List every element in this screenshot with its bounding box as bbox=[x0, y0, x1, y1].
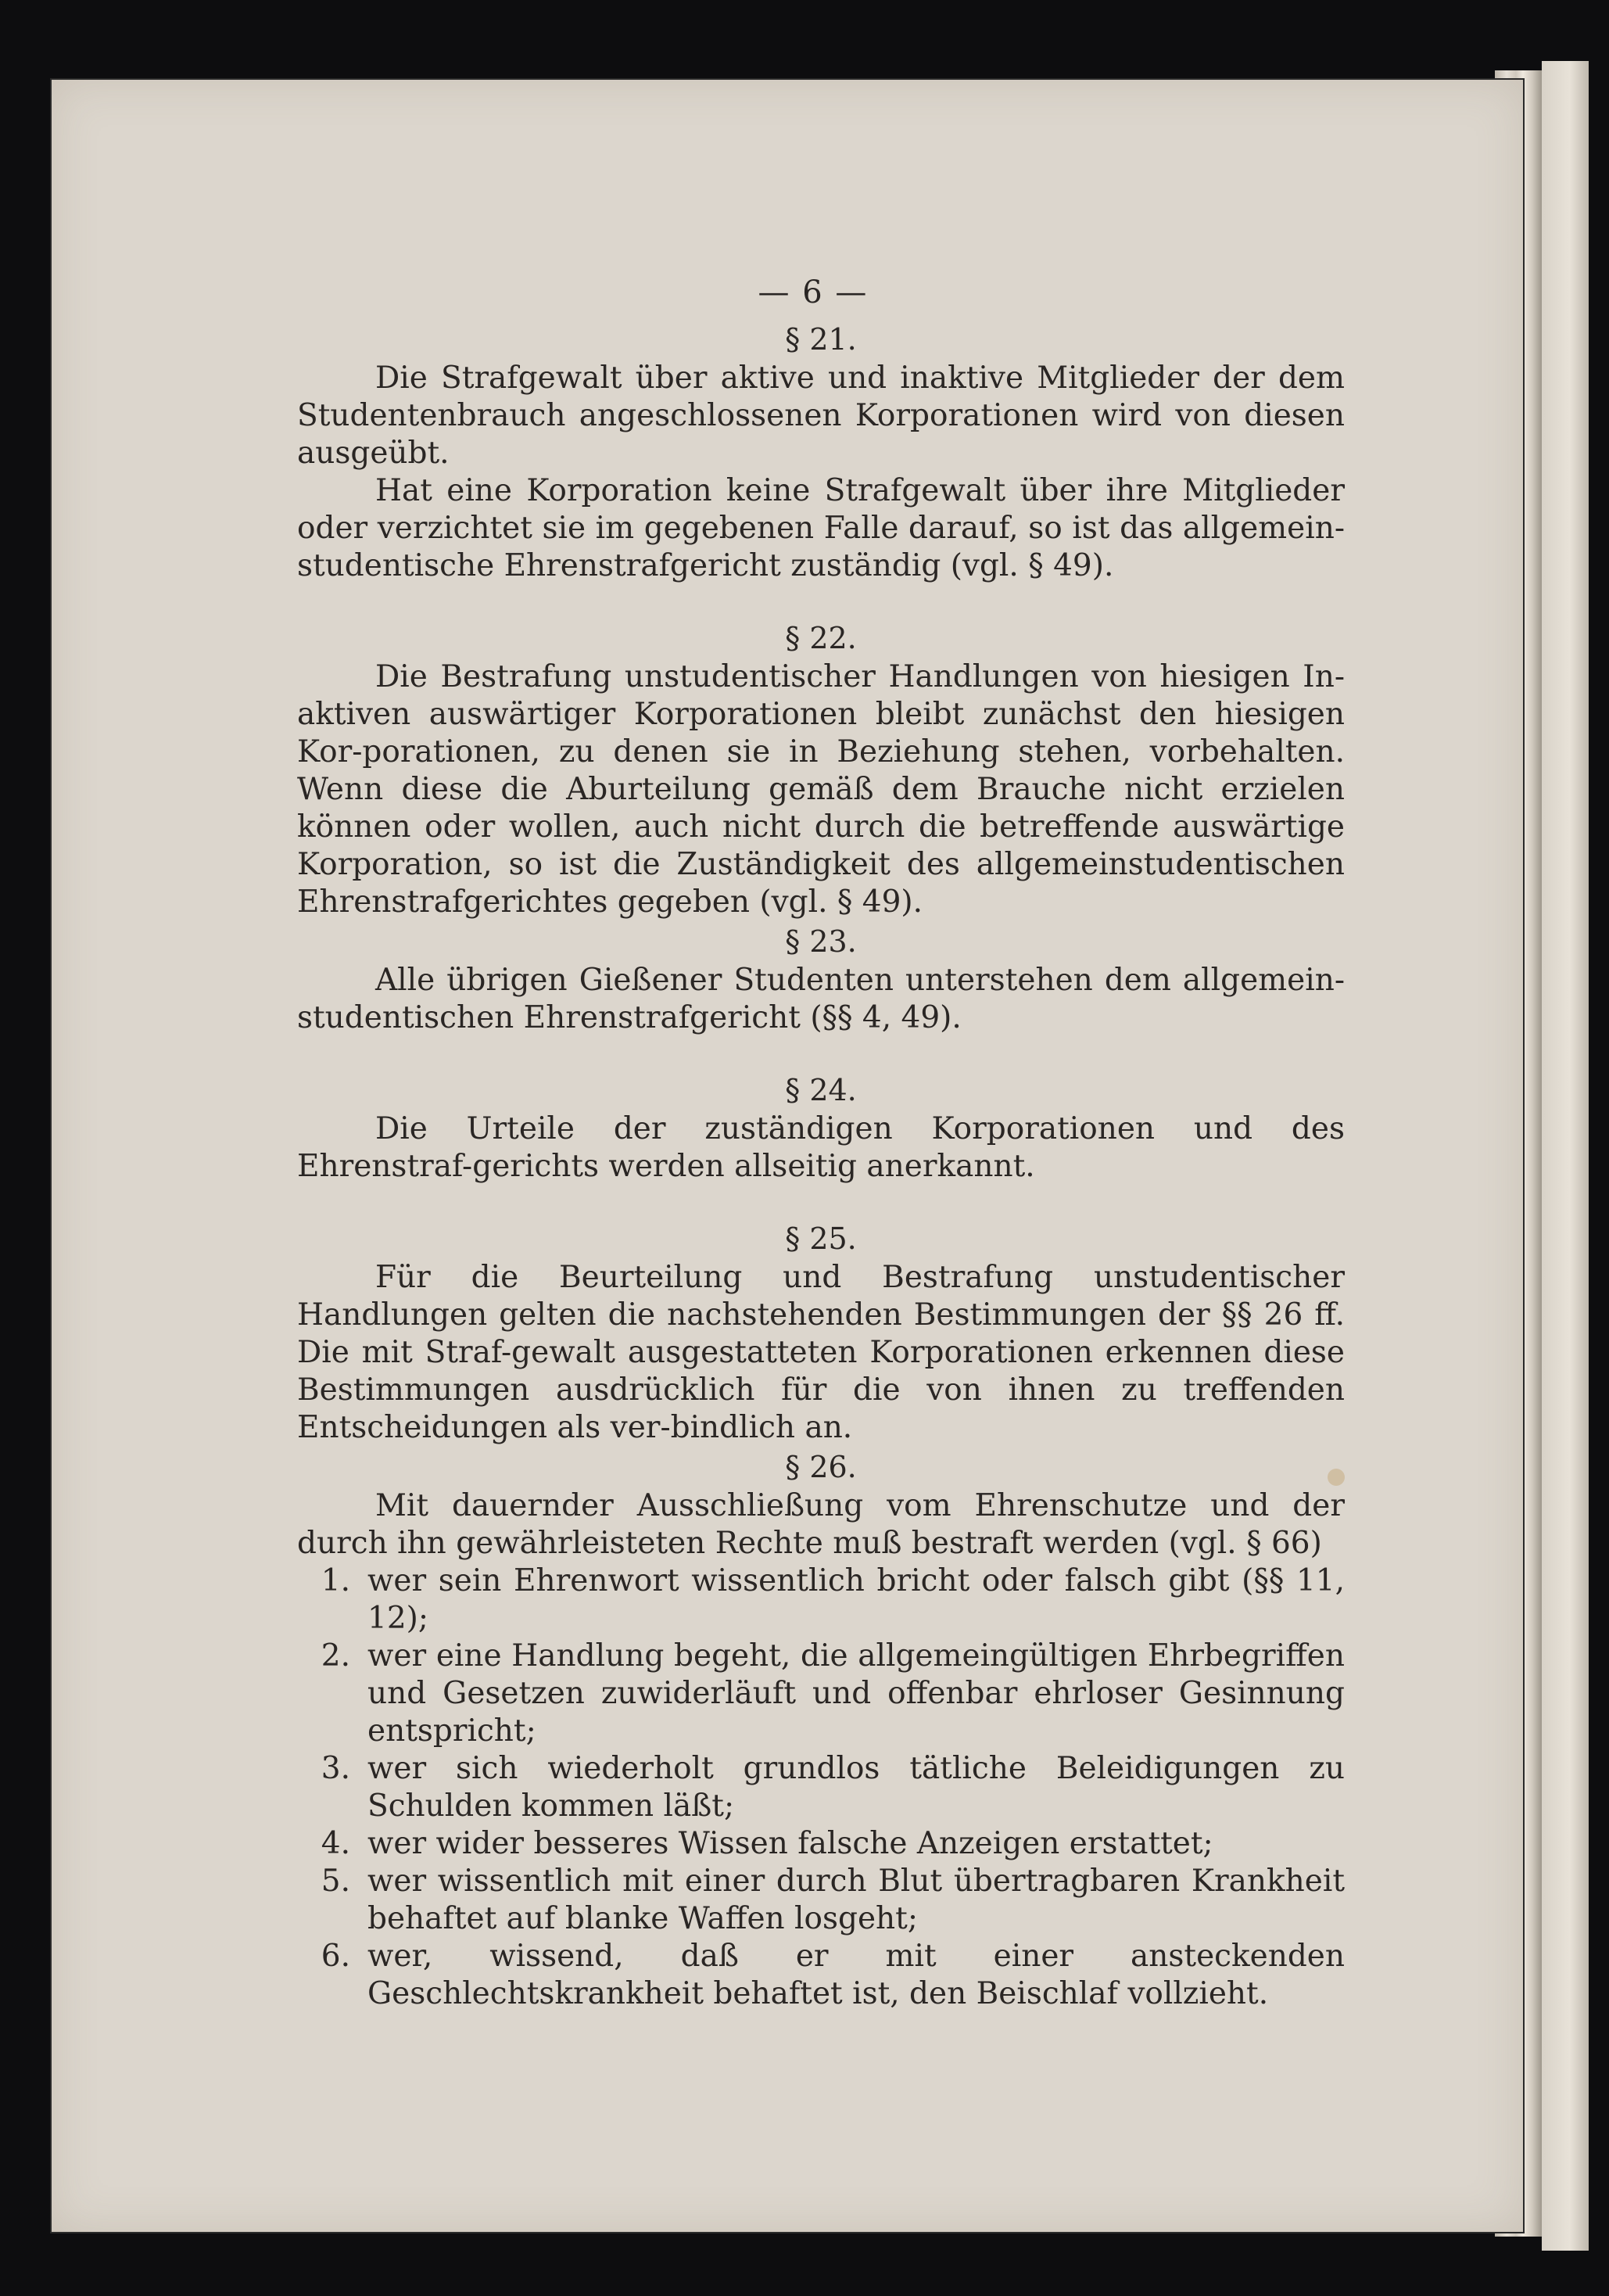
list-item-number: 5. bbox=[321, 1864, 350, 1899]
section-heading-22: § 22. bbox=[785, 621, 857, 655]
section-25-paragraph-1: Für die Beurteilung und Bestrafung unstudentischer Handlungen gelten die nachstehenden Bestimmungen der §§ 26 ff. Die mit Straf-gewalt ausgestatteten Korporationen erkennen diese Bestimmungen ausdrücklich für die von ihnen zu treffenden Entscheidungen als ver-bindlich an. bbox=[297, 1260, 1345, 1445]
list-item-text: wer eine Handlung begeht, die allgemeingültigen Ehrbegriffen und Gesetzen zuwiderläuft und offenbar ehrloser Gesinnung entspricht; bbox=[367, 1638, 1345, 1749]
list-item-text: wer sich wiederholt grundlos tätliche Beleidigungen zu Schulden kommen läßt; bbox=[367, 1751, 1345, 1824]
section-heading-21: § 21. bbox=[785, 322, 857, 357]
list-item bbox=[297, 1825, 1345, 1863]
section-26-paragraph-1: Mit dauernder Ausschließung vom Ehrenschutze und der durch ihn gewährleisteten Rechte muß bestraft werden (vgl. § 66) bbox=[297, 1488, 1345, 1561]
section-21-paragraph-1: Die Strafgewalt über aktive und inaktive Mitglieder der dem Studentenbrauch angeschlossenen Korporationen wird von diesen ausgeübt. bbox=[297, 361, 1345, 471]
page-number: — 6 — bbox=[758, 274, 869, 310]
section-heading-25: § 25. bbox=[785, 1222, 857, 1256]
list-item-number: 3. bbox=[321, 1751, 350, 1786]
facing-page-edge bbox=[1542, 61, 1589, 2251]
section-23-paragraph-1: Alle übrigen Gießener Studenten unterstehen dem allgemein-studentischen Ehrenstrafgericht (§§ 4, 49). bbox=[297, 963, 1345, 1035]
list-item-text: wer, wissend, daß er mit einer ansteckenden Geschlechtskrankheit behaftet ist, den Beischlaf vollzieht. bbox=[367, 1939, 1345, 2011]
list-item-number: 1. bbox=[321, 1563, 350, 1598]
section-21-paragraph-2: Hat eine Korporation keine Strafgewalt über ihre Mitglieder oder verzichtet sie im gegebenen Falle darauf, so ist das allgemein-studentische Ehrenstrafgericht zuständig (vgl. § 49). bbox=[297, 473, 1345, 583]
list-item bbox=[297, 1750, 1345, 1825]
list-item bbox=[297, 1863, 1345, 1938]
section-heading-23: § 23. bbox=[785, 924, 857, 959]
list-item-number: 6. bbox=[321, 1939, 350, 1974]
section-24-paragraph-1: Die Urteile der zuständigen Korporationen und des Ehrenstraf-gerichts werden allseitig anerkannt. bbox=[297, 1111, 1345, 1184]
list-item bbox=[297, 1938, 1345, 2013]
list-item-text: wer sein Ehrenwort wissentlich bricht oder falsch gibt (§§ 11, 12); bbox=[367, 1563, 1345, 1636]
page-text bbox=[297, 274, 1345, 2013]
list-item bbox=[297, 1638, 1345, 1750]
section-22-paragraph-1: Die Bestrafung unstudentischer Handlungen von hiesigen In-aktiven auswärtiger Korporationen bleibt zunächst den hiesigen Kor-porationen, zu denen sie in Beziehung stehen, vorbehalten. Wenn diese die Aburteilung gemäß dem Brauche nicht erzielen können oder wollen, auch nicht durch die betreffende auswärtige Korporation, so ist die Zuständigkeit des allgemeinstudentischen Ehrenstrafgerichtes gegeben (vgl. § 49). bbox=[297, 659, 1345, 920]
list-item-text: wer wider besseres Wissen falsche Anzeigen erstattet; bbox=[367, 1826, 1213, 1861]
section-heading-24: § 24. bbox=[785, 1073, 857, 1107]
list-item-number: 4. bbox=[321, 1826, 350, 1861]
list-item-number: 2. bbox=[321, 1638, 350, 1674]
list-item bbox=[297, 1562, 1345, 1638]
section-heading-26: § 26. bbox=[785, 1450, 857, 1484]
list-item-text: wer wissentlich mit einer durch Blut übertragbaren Krankheit behaftet auf blanke Waffen losgeht; bbox=[367, 1864, 1345, 1936]
